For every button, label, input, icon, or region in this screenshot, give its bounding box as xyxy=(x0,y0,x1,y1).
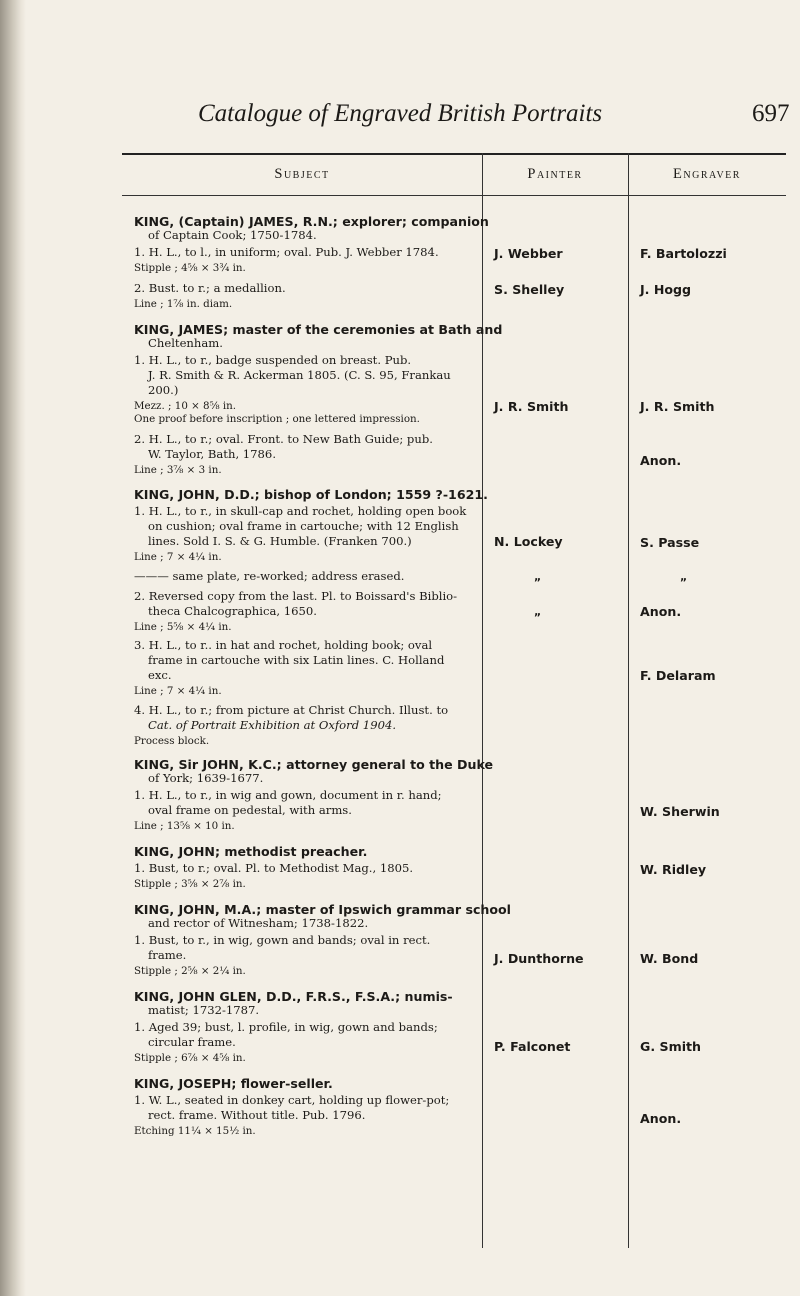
medium-line: Line ; 13⅝ × 10 in. xyxy=(134,820,235,832)
entry-line: 1. H. L., to r., in wig and gown, document in r. hand; xyxy=(134,788,442,802)
entry-line: exc. xyxy=(148,668,172,682)
entry-heading: KING, JOSEPH; flower-seller. xyxy=(134,1076,333,1091)
entry-line: 2. Bust. to r.; a medallion. xyxy=(134,281,286,295)
medium-line: Process block. xyxy=(134,735,210,747)
painter-name: S. Shelley xyxy=(494,282,565,297)
page-number: 697 xyxy=(752,100,790,127)
entry-line: ——— same plate, re-worked; address erased. xyxy=(134,569,405,583)
entry-line: circular frame. xyxy=(148,1035,236,1049)
running-head: Catalogue of Engraved British Portraits xyxy=(198,100,603,127)
medium-line: Stipple ; 6⅞ × 4⅝ in. xyxy=(134,1052,246,1064)
engraver-name: Anon. xyxy=(640,1111,682,1126)
medium-line: Stipple ; 3⅝ × 2⅞ in. xyxy=(134,878,246,890)
entry-heading: KING, (Captain) JAMES, R.N.; explorer; companion xyxy=(134,214,489,229)
engraver-name: S. Passe xyxy=(640,535,700,550)
entry-line: 2. H. L., to r.; oval. Front. to New Bath Guide; pub. xyxy=(134,432,433,446)
painter-name: P. Falconet xyxy=(494,1039,571,1054)
engraver-name: W. Bond xyxy=(640,951,699,966)
entry-line: frame in cartouche with six Latin lines. C. Holland xyxy=(148,653,445,667)
entry-heading: KING, JAMES; master of the ceremonies at Bath and xyxy=(134,322,503,337)
table-header-rule xyxy=(122,195,786,196)
ditto-mark: „ xyxy=(680,570,688,583)
column-header-engraver: Engraver xyxy=(673,166,741,182)
entry-line: 2. Reversed copy from the last. Pl. to Boissard's Biblio- xyxy=(134,589,458,603)
entry-line: Cat. of Portrait Exhibition at Oxford 1904. xyxy=(148,718,397,732)
entry-heading: KING, JOHN, M.A.; master of Ipswich grammar school xyxy=(134,902,511,917)
column-divider xyxy=(628,153,629,1248)
entry-line: 4. H. L., to r.; from picture at Christ Church. Illust. to xyxy=(134,703,449,717)
entry-line: oval frame on pedestal, with arms. xyxy=(148,803,352,817)
engraver-name: J. R. Smith xyxy=(640,399,715,414)
entry-heading: KING, Sir JOHN, K.C.; attorney general to the Duke xyxy=(134,757,494,772)
column-divider xyxy=(482,153,483,1248)
entry-line: frame. xyxy=(148,948,187,962)
medium-line: Line ; 3⅞ × 3 in. xyxy=(134,464,222,476)
entry-line: Cheltenham. xyxy=(148,336,223,350)
entry-line: 1. Bust, to r., in wig, gown and bands; oval in rect. xyxy=(134,933,431,947)
ditto-mark: „ xyxy=(534,570,542,583)
medium-line: Etching 11¼ × 15½ in. xyxy=(134,1125,256,1137)
note-line: One proof before inscription ; one lettered impression. xyxy=(134,413,420,425)
entry-line: 200.) xyxy=(148,383,179,397)
painter-name: J. R. Smith xyxy=(494,399,569,414)
entry-line: 1. H. L., to r., in skull-cap and rochet, holding open book xyxy=(134,504,467,518)
entry-line: lines. Sold I. S. & G. Humble. (Franken 700.) xyxy=(148,534,412,548)
entry-line: J. R. Smith & R. Ackerman 1805. (C. S. 95, Frankau xyxy=(148,368,451,382)
entry-heading: KING, JOHN, D.D.; bishop of London; 1559 ?-1621. xyxy=(134,487,488,502)
entry-line: 3. H. L., to r.. in hat and rochet, holding book; oval xyxy=(134,638,433,652)
entry-line: 1. H. L., to l., in uniform; oval. Pub. J. Webber 1784. xyxy=(134,245,439,259)
medium-line: Line ; 1⅞ in. diam. xyxy=(134,298,233,310)
medium-line: Line ; 7 × 4¼ in. xyxy=(134,551,222,563)
entry-line: 1. W. L., seated in donkey cart, holding up flower-pot; xyxy=(134,1093,450,1107)
engraver-name: Anon. xyxy=(640,604,682,619)
entry-line: W. Taylor, Bath, 1786. xyxy=(148,447,276,461)
engraver-name: G. Smith xyxy=(640,1039,702,1054)
ditto-mark: „ xyxy=(534,605,542,618)
medium-line: Stipple ; 4⅝ × 3¾ in. xyxy=(134,262,246,274)
painter-name: J. Dunthorne xyxy=(494,951,584,966)
painter-name: J. Webber xyxy=(494,246,563,261)
column-header-subject: Subject xyxy=(274,166,330,182)
engraver-name: F. Bartolozzi xyxy=(640,246,727,261)
entry-line: 1. H. L., to r., badge suspended on breast. Pub. xyxy=(134,353,412,367)
entry-heading: KING, JOHN; methodist preacher. xyxy=(134,844,368,859)
entry-line: on cushion; oval frame in cartouche; with 12 English xyxy=(148,519,459,533)
column-header-painter: Painter xyxy=(527,166,583,182)
entry-line: of York; 1639-1677. xyxy=(148,771,264,785)
entry-line: 1. Bust, to r.; oval. Pl. to Methodist Mag., 1805. xyxy=(134,861,414,875)
entry-heading: KING, JOHN GLEN, D.D., F.R.S., F.S.A.; numis- xyxy=(134,989,453,1004)
engraver-name: W. Sherwin xyxy=(640,804,720,819)
engraver-name: W. Ridley xyxy=(640,862,707,877)
entry-line: and rector of Witnesham; 1738-1822. xyxy=(148,916,369,930)
painter-name: N. Lockey xyxy=(494,534,563,549)
engraver-name: J. Hogg xyxy=(640,282,692,297)
entry-line: of Captain Cook; 1750-1784. xyxy=(148,228,317,242)
book-spine-shadow xyxy=(0,0,26,1296)
medium-line: Mezz. ; 10 × 8⅝ in. xyxy=(134,400,237,412)
medium-line: Stipple ; 2⅝ × 2¼ in. xyxy=(134,965,246,977)
engraver-name: F. Delaram xyxy=(640,668,716,683)
entry-line: theca Chalcographica, 1650. xyxy=(148,604,317,618)
entry-line: matist; 1732-1787. xyxy=(148,1003,260,1017)
entry-line: rect. frame. Without title. Pub. 1796. xyxy=(148,1108,366,1122)
engraver-name: Anon. xyxy=(640,453,682,468)
medium-line: Line ; 5⅝ × 4¼ in. xyxy=(134,621,232,633)
entry-line: 1. Aged 39; bust, l. profile, in wig, gown and bands; xyxy=(134,1020,438,1034)
medium-line: Line ; 7 × 4¼ in. xyxy=(134,685,222,697)
table-top-rule xyxy=(122,153,786,155)
